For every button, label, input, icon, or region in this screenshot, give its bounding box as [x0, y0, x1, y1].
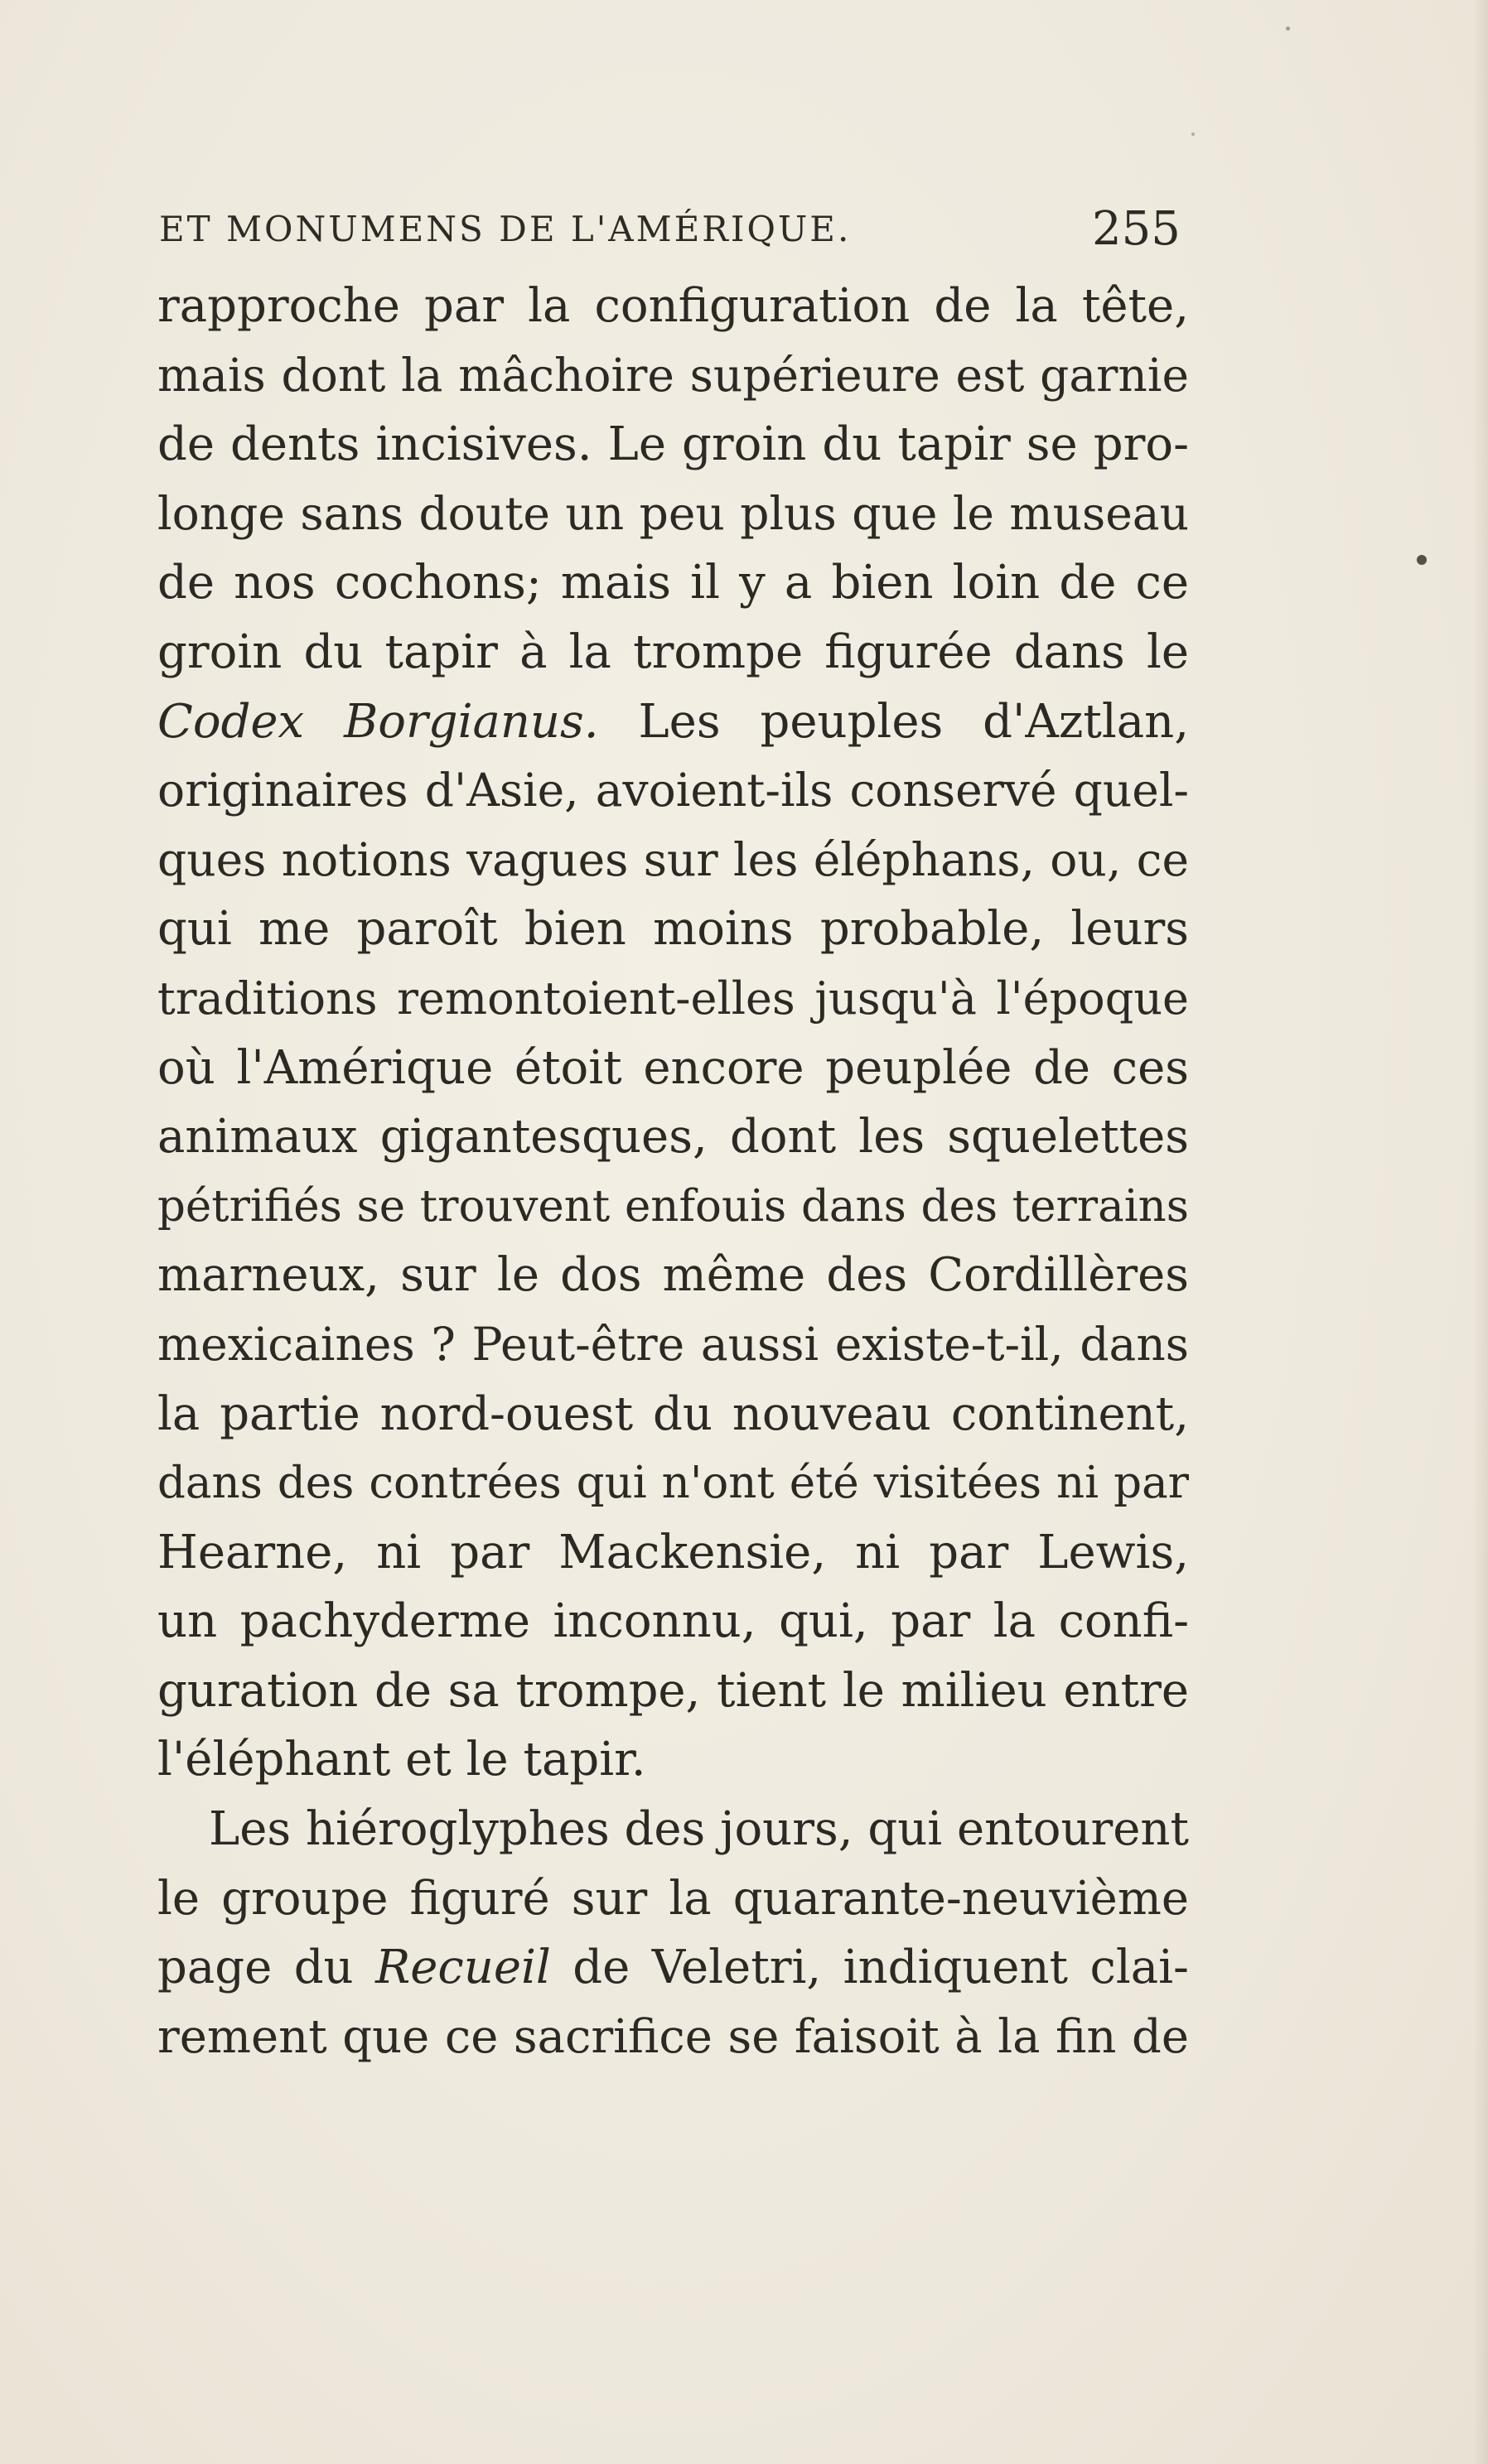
text-span: Les peuples d'Aztlan,: [598, 694, 1190, 749]
text-line: longe sans doute un peu plus que le museau: [157, 486, 1189, 540]
text-line: où l'Amérique étoit encore peuplée de ces: [157, 1040, 1189, 1095]
text-line: [157, 1933, 1189, 2003]
italic-title: Recueil: [375, 1941, 551, 1995]
text-line: groin du tapir à la trompe figurée dans le: [157, 624, 1189, 679]
running-head: ET MONUMENS DE L'AMÉRIQUE.: [159, 209, 852, 249]
ink-speck: [1417, 555, 1427, 565]
text-span: page du: [157, 1941, 376, 1995]
italic-title: Codex Borgianus.: [157, 694, 599, 749]
text-line: de dents incisives. Le groin du tapir se pro-: [157, 417, 1189, 472]
text-line: de nos cochons; mais il y a bien loin de ce: [157, 556, 1189, 610]
text-line: mexicaines ? Peut-être aussi existe-t-il, dans: [157, 1317, 1189, 1371]
text-line: un pachyderme inconnu, qui, par la confi-: [157, 1594, 1189, 1649]
ink-speck: [1286, 27, 1290, 31]
text-line: rapproche par la configuration de la tête,: [157, 279, 1189, 333]
text-line: pétrifiés se trouvent enfouis dans des terrains: [157, 1180, 1189, 1232]
text-line: traditions remontoient-elles jusqu'à l'époque: [157, 972, 1189, 1025]
text-line: le groupe figuré sur la quarante-neuvième: [157, 1871, 1189, 1926]
text-line: Hearne, ni par Mackensie, ni par Lewis,: [157, 1525, 1189, 1579]
text-line: marneux, sur le dos même des Cordillères: [157, 1248, 1189, 1303]
text-line: mais dont la mâchoire supérieure est garnie: [157, 348, 1189, 402]
text-line: ques notions vagues sur les éléphans, ou, ce: [157, 832, 1189, 886]
text-line: animaux gigantesques, dont les squelettes: [157, 1110, 1189, 1164]
ink-speck: [1191, 133, 1195, 136]
text-line: qui me paroît bien moins probable, leurs: [157, 902, 1189, 957]
paragraph-1: [157, 272, 1189, 1795]
text-span: de Veletri, indiquent clai-: [550, 1941, 1189, 1995]
text-line: originaires d'Asie, avoient-ils conservé quel-: [157, 764, 1189, 817]
text-line: rement que ce sacrifice se faisoit à la fin de: [157, 2009, 1189, 2064]
body-text: [157, 272, 1189, 2071]
page-edge-shadow: [1473, 0, 1488, 2464]
text-line: guration de sa trompe, tient le milieu entre: [157, 1663, 1189, 1718]
text-line: [157, 687, 1189, 757]
text-line: Les hiéroglyphes des jours, qui entourent: [209, 1802, 1189, 1857]
text-line: l'éléphant et le tapir.: [157, 1733, 646, 1787]
paragraph-2: [157, 1795, 1189, 2071]
text-line: dans des contrées qui n'ont été visitées ni par: [157, 1458, 1189, 1509]
page-number: 255: [1092, 202, 1181, 256]
text-line: la partie nord-ouest du nouveau continent,: [157, 1386, 1189, 1441]
